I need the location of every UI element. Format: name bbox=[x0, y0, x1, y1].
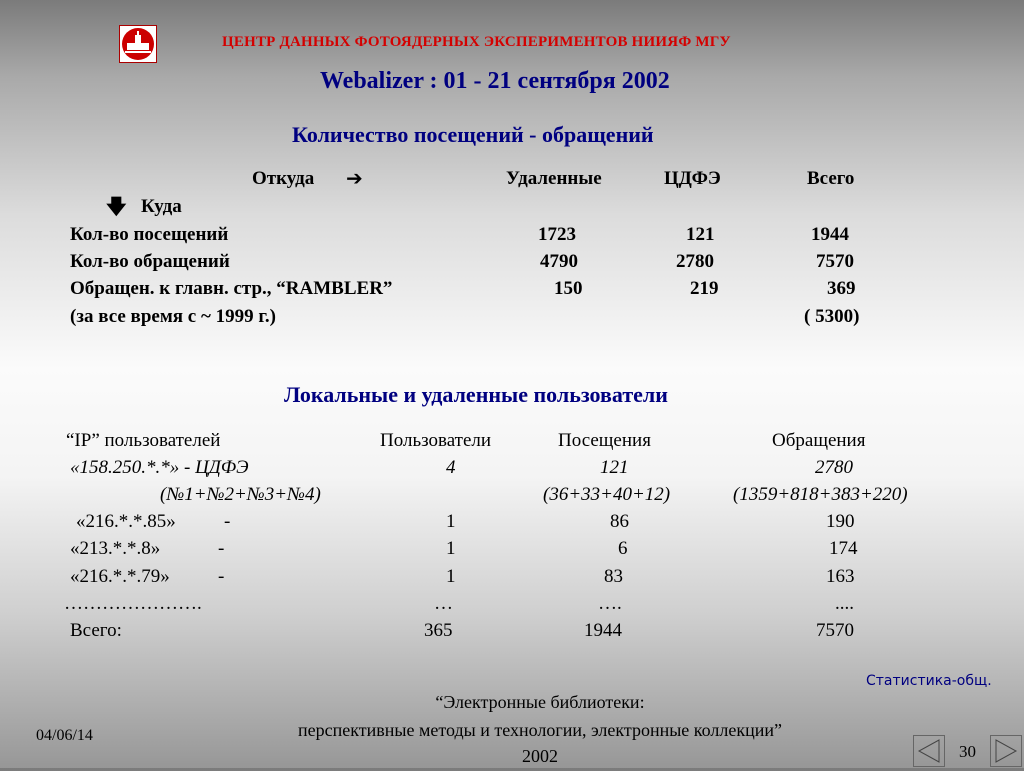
visits-row-remote: 1723 bbox=[538, 224, 576, 245]
col-hits-header: Обращения bbox=[772, 430, 866, 451]
col-remote-header: Удаленные bbox=[506, 168, 602, 189]
users-row-dash: - bbox=[218, 538, 225, 559]
users-total-label: Всего: bbox=[70, 620, 122, 641]
users-row-visits: 6 bbox=[618, 538, 628, 559]
alltime-row-label: (за все время с ~ 1999 г.) bbox=[70, 306, 276, 327]
users-total-hits: 7570 bbox=[816, 620, 854, 641]
page-title: Webalizer : 01 - 21 сентября 2002 bbox=[320, 68, 670, 94]
prev-slide-button[interactable] bbox=[913, 735, 945, 767]
footer-line-1: “Электронные библиотеки: bbox=[435, 692, 645, 712]
visits-row-cdfe: 121 bbox=[686, 224, 715, 245]
users-row-ip: …………………. bbox=[64, 593, 202, 614]
triangle-right-icon bbox=[991, 736, 1021, 766]
users-row-visits: 121 bbox=[600, 457, 629, 478]
users-row-dash: - bbox=[218, 566, 225, 587]
users-row-users: … bbox=[434, 593, 453, 614]
from-label: Откуда bbox=[252, 168, 315, 189]
rambler-row-label: Обращен. к главн. стр., “RAMBLER” bbox=[70, 278, 393, 299]
slide-date: 04/06/14 bbox=[36, 727, 93, 744]
hits-row-total: 7570 bbox=[816, 251, 854, 272]
users-row-hits: 190 bbox=[826, 511, 855, 532]
users-total-users: 365 bbox=[424, 620, 453, 641]
statistics-link[interactable]: Статистика-общ. bbox=[866, 673, 992, 689]
visits-heading: Количество посещений - обращений bbox=[292, 122, 654, 147]
users-row-hits: 174 bbox=[829, 538, 858, 559]
arrow-down-icon: 🡇 bbox=[106, 194, 127, 218]
triangle-left-icon bbox=[914, 736, 944, 766]
users-row-hits: (1359+818+383+220) bbox=[733, 484, 908, 505]
rambler-row-remote: 150 bbox=[554, 278, 583, 299]
visits-row-total: 1944 bbox=[811, 224, 849, 245]
col-cdfe-header: ЦДФЭ bbox=[664, 168, 721, 189]
users-row-ip: «216.*.*.79» bbox=[70, 566, 170, 587]
users-row-visits: 83 bbox=[604, 566, 623, 587]
visits-row-label: Кол-во посещений bbox=[70, 224, 229, 245]
users-row-visits: …. bbox=[598, 593, 622, 614]
users-row-users: 1 bbox=[446, 511, 456, 532]
users-row-users: 4 bbox=[446, 457, 456, 478]
users-row-users: 1 bbox=[446, 566, 456, 587]
users-row-users: 1 bbox=[446, 538, 456, 559]
users-row-ip: «216.*.*.85» bbox=[76, 511, 176, 532]
users-row-visits: (36+33+40+12) bbox=[543, 484, 671, 505]
org-title: ЦЕНТР ДАННЫХ ФОТОЯДЕРНЫХ ЭКСПЕРИМЕНТОВ НИИЯФ МГУ bbox=[222, 34, 731, 50]
page-number: 30 bbox=[959, 742, 976, 761]
institute-logo bbox=[119, 25, 157, 63]
users-row-dash: - bbox=[224, 511, 231, 532]
footer-line-2: перспективные методы и технологии, электронные коллекции” bbox=[298, 720, 782, 740]
col-total-header: Всего bbox=[807, 168, 855, 189]
to-label: Куда bbox=[141, 196, 182, 217]
col-ip-header: “IP” пользователей bbox=[66, 430, 221, 451]
users-row-ip: (№1+№2+№3+№4) bbox=[160, 484, 321, 505]
users-row-hits: 2780 bbox=[815, 457, 853, 478]
rambler-row-cdfe: 219 bbox=[690, 278, 719, 299]
users-row-visits: 86 bbox=[610, 511, 629, 532]
hits-row-cdfe: 2780 bbox=[676, 251, 714, 272]
users-row-ip: «213.*.*.8» bbox=[70, 538, 161, 559]
col-visits-header: Посещения bbox=[558, 430, 651, 451]
users-row-hits: .... bbox=[835, 593, 854, 614]
rambler-row-total: 369 bbox=[827, 278, 856, 299]
col-users-header: Пользователи bbox=[380, 430, 492, 451]
alltime-row-total: ( 5300) bbox=[804, 306, 860, 327]
users-heading: Локальные и удаленные пользователи bbox=[284, 382, 668, 407]
hits-row-remote: 4790 bbox=[540, 251, 578, 272]
users-row-ip: «158.250.*.*» - ЦДФЭ bbox=[70, 457, 249, 478]
hits-row-label: Кол-во обращений bbox=[70, 251, 230, 272]
users-total-visits: 1944 bbox=[584, 620, 622, 641]
footer-line-3: 2002 bbox=[522, 746, 558, 766]
users-row-hits: 163 bbox=[826, 566, 855, 587]
arrow-right-icon: ➔ bbox=[346, 166, 363, 190]
next-slide-button[interactable] bbox=[990, 735, 1022, 767]
